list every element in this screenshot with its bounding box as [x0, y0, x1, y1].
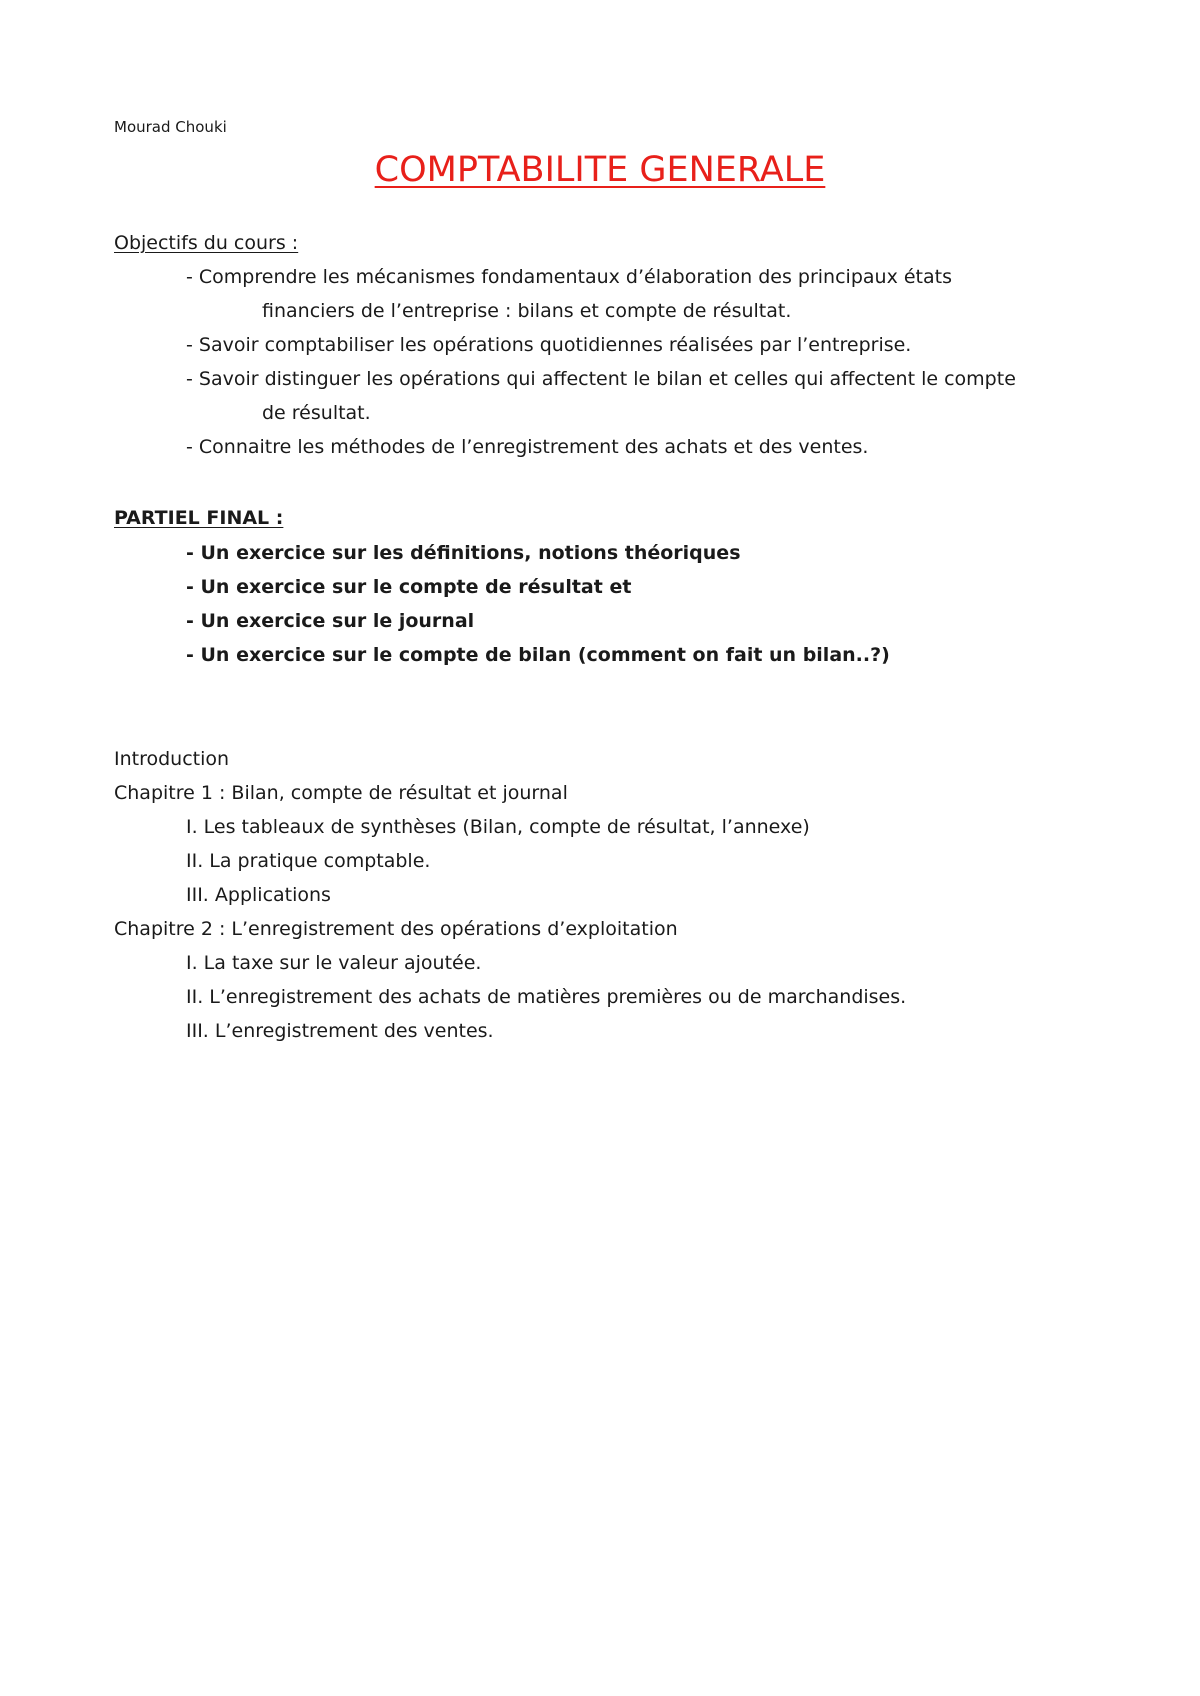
author-name: Mourad Chouki	[114, 118, 227, 136]
document-title: COMPTABILITE GENERALE	[374, 150, 826, 190]
outline-introduction: Introduction	[114, 748, 230, 770]
objective-item: - Savoir comptabiliser les opérations quotidiennes réalisées par l’entreprise.	[186, 334, 912, 356]
objectives-heading: Objectifs du cours :	[114, 232, 299, 254]
chapter-1-section: III. Applications	[186, 884, 331, 906]
exam-item: - Un exercice sur le compte de résultat et	[186, 576, 632, 598]
objective-item: - Connaitre les méthodes de l’enregistrement des achats et des ventes.	[186, 436, 869, 458]
chapter-2-section: II. L’enregistrement des achats de matières premières ou de marchandises.	[186, 986, 907, 1008]
chapter-1-section: II. La pratique comptable.	[186, 850, 431, 872]
chapter-1-title: Chapitre 1 : Bilan, compte de résultat et journal	[114, 782, 568, 804]
chapter-1-section: I. Les tableaux de synthèses (Bilan, compte de résultat, l’annexe)	[186, 816, 810, 838]
exam-item: - Un exercice sur les définitions, notions théoriques	[186, 542, 741, 564]
objective-item: - Savoir distinguer les opérations qui affectent le bilan et celles qui affectent le compte	[186, 368, 1016, 390]
exam-item: - Un exercice sur le journal	[186, 610, 475, 632]
chapter-2-title: Chapitre 2 : L’enregistrement des opérations d’exploitation	[114, 918, 678, 940]
objective-item: - Comprendre les mécanismes fondamentaux d’élaboration des principaux états	[186, 266, 952, 288]
exam-item: - Un exercice sur le compte de bilan (comment on fait un bilan..?)	[186, 644, 890, 666]
chapter-2-section: III. L’enregistrement des ventes.	[186, 1020, 494, 1042]
chapter-2-section: I. La taxe sur le valeur ajoutée.	[186, 952, 482, 974]
final-exam-heading: PARTIEL FINAL :	[114, 507, 284, 529]
objective-item-continuation: de résultat.	[262, 402, 371, 424]
objective-item-continuation: financiers de l’entreprise : bilans et compte de résultat.	[262, 300, 792, 322]
